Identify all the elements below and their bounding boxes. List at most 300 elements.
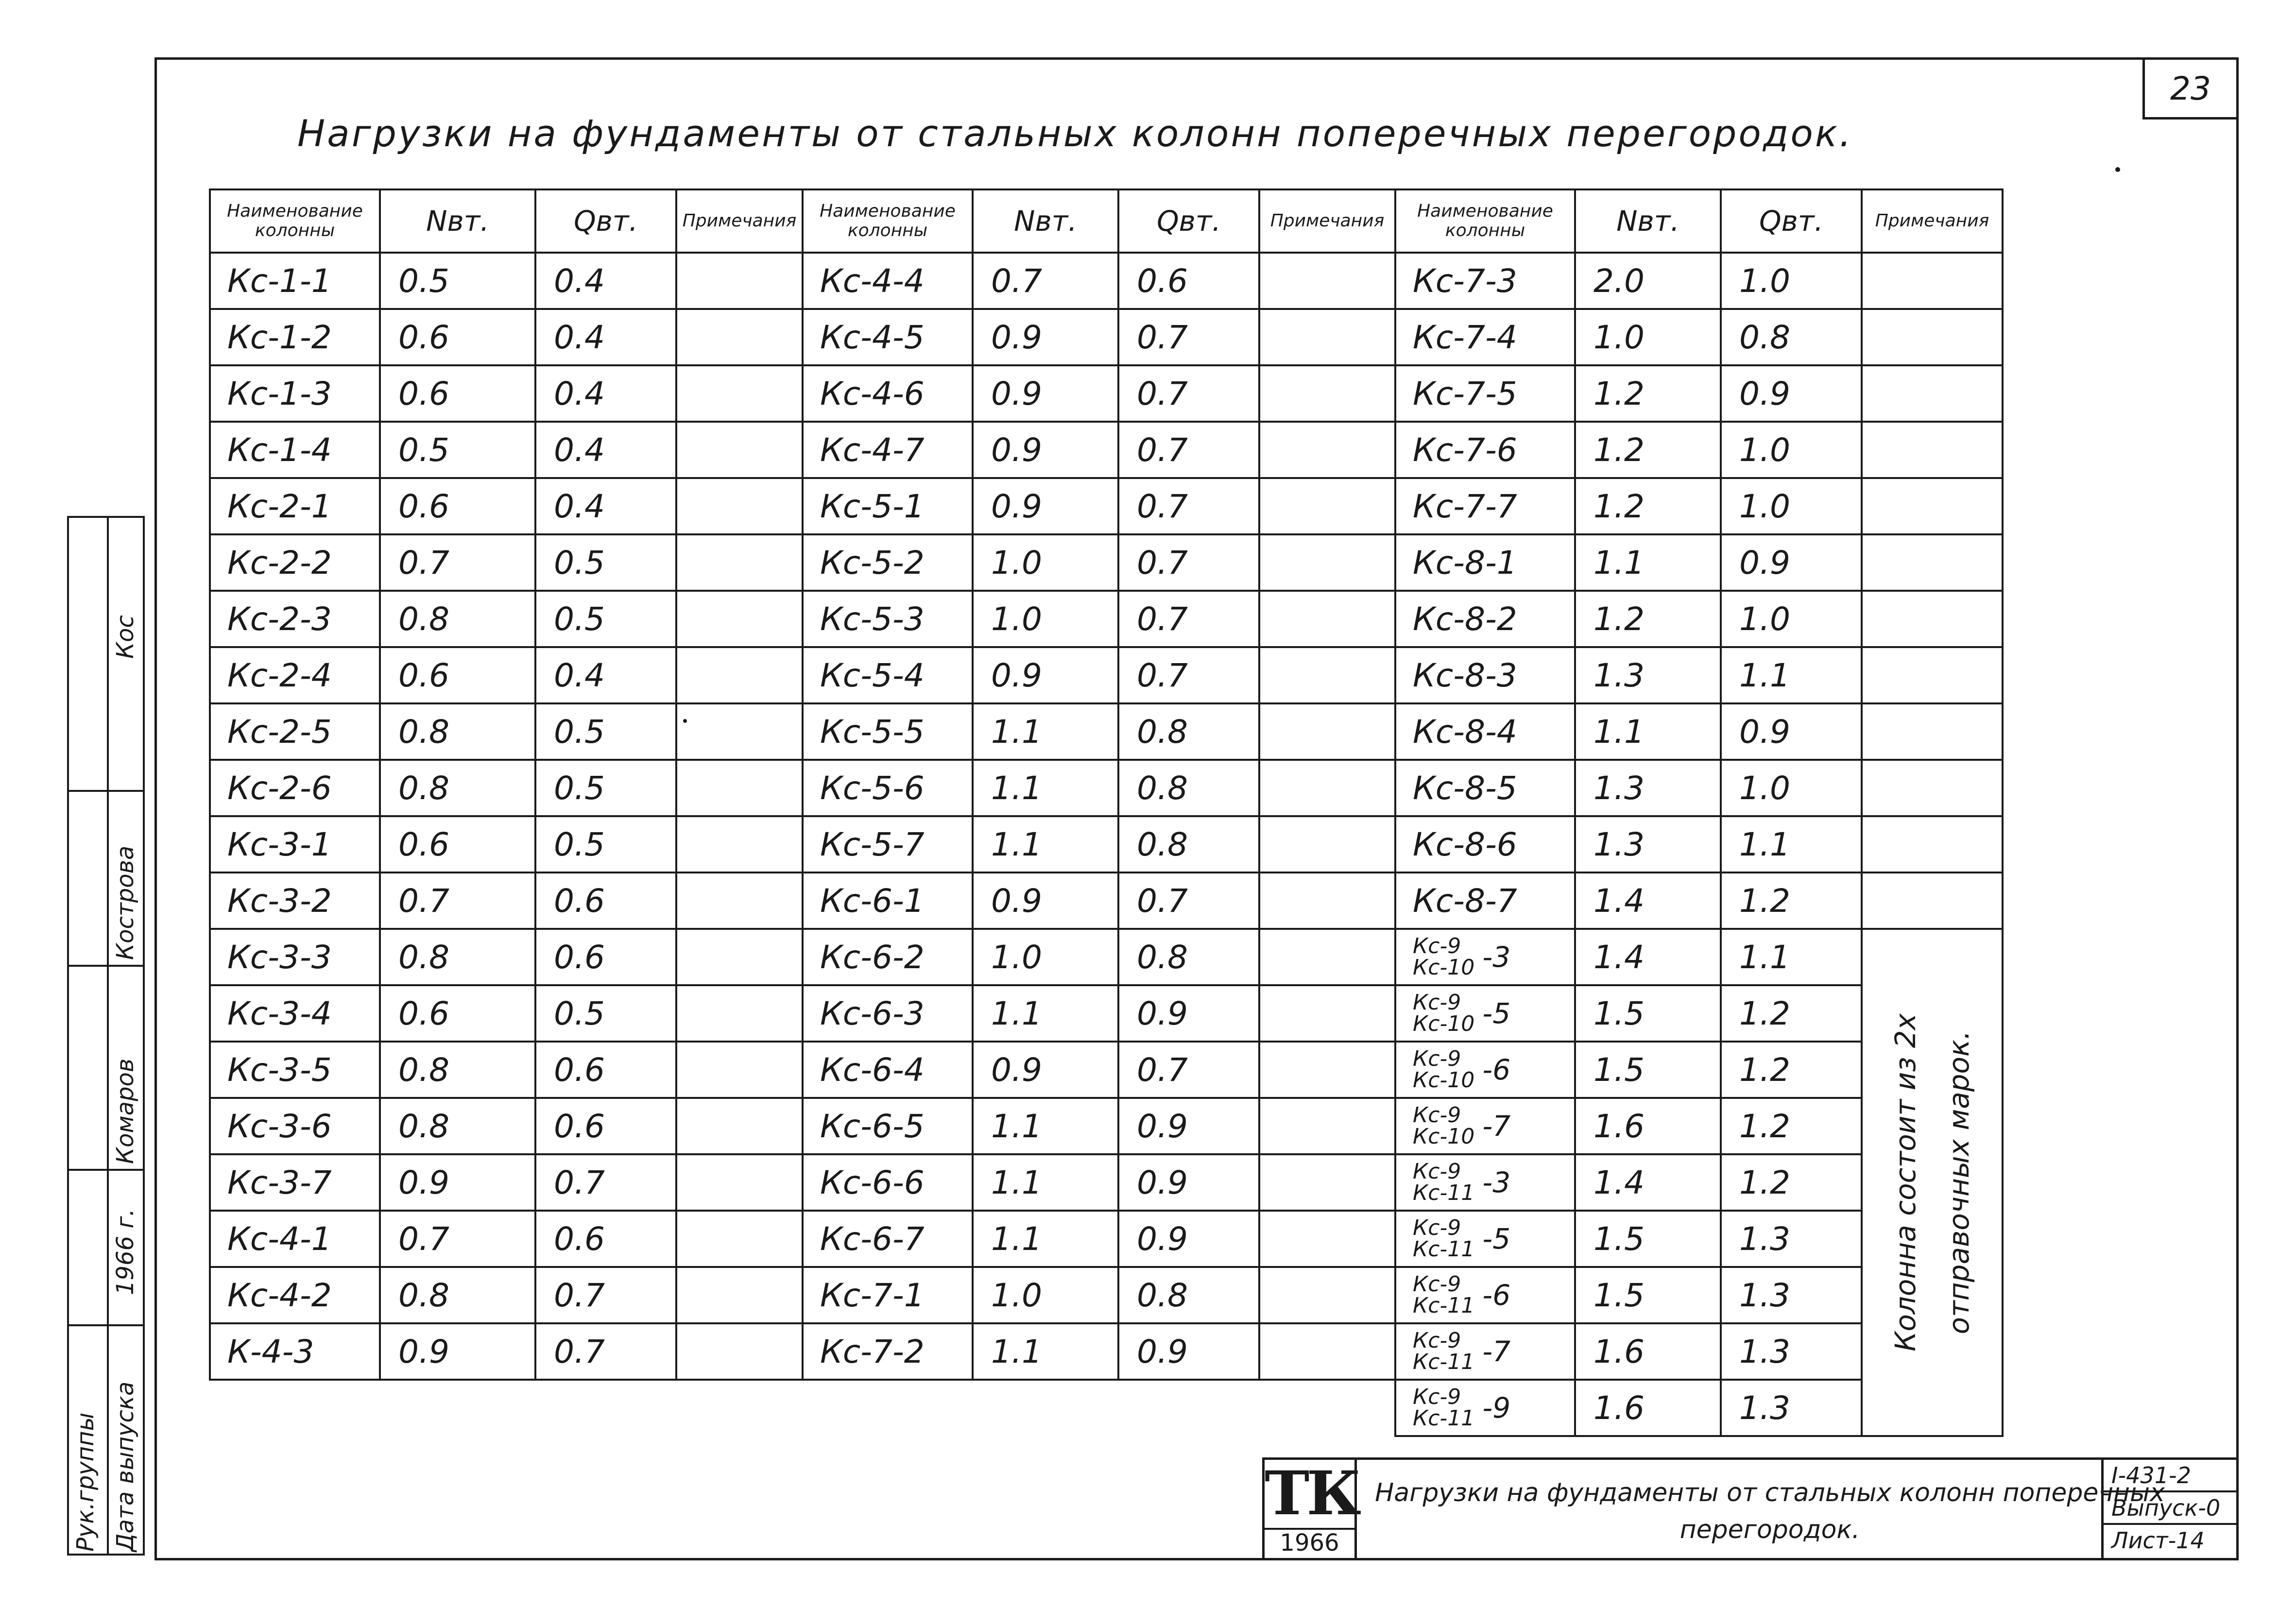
column-name: Кс-5-5 — [803, 703, 973, 760]
composite-top: Кс-9 — [1413, 1328, 1461, 1353]
note-cell — [676, 365, 803, 422]
table-row — [210, 478, 803, 534]
value-n: 0.9 — [973, 365, 1118, 422]
sheet-number: Лист-14 — [2111, 1527, 2205, 1554]
doc-code: I-431-2 — [2104, 1460, 2236, 1492]
table-row — [210, 365, 803, 422]
table-row — [1395, 816, 2003, 872]
column-name: Кс-2-3 — [210, 591, 380, 647]
table-row — [803, 1211, 1395, 1267]
table-row — [803, 1042, 1395, 1098]
column-name: Кс-3-2 — [210, 872, 380, 929]
column-name: Кс-7-4 — [1395, 309, 1575, 365]
header-name: Наименование колонны — [210, 189, 380, 253]
value-q: 0.9 — [1118, 985, 1259, 1042]
composite-note-cell — [1862, 929, 2003, 1436]
stamp-date: 1966 г. — [112, 1209, 139, 1295]
table-row — [803, 422, 1395, 478]
value-q: 1.2 — [1721, 1154, 1862, 1211]
column-name: Кс-6-3 — [803, 985, 973, 1042]
loads-table-1 — [209, 188, 804, 1381]
value-n: 1.1 — [1575, 703, 1721, 760]
composite-suffix: -7 — [1482, 1110, 1511, 1143]
table-row — [803, 1267, 1395, 1323]
composite-column-name — [1395, 1042, 1575, 1098]
composite-suffix: -7 — [1482, 1335, 1511, 1368]
value-q: 0.8 — [1118, 816, 1259, 872]
composite-bottom: Кс-10 — [1413, 1124, 1475, 1149]
value-q: 0.5 — [535, 703, 676, 760]
column-name: Кс-2-6 — [210, 760, 380, 816]
value-n: 1.2 — [1575, 422, 1721, 478]
column-name: Кс-7-6 — [1395, 422, 1575, 478]
stamp-role-2: Дата выпуска — [112, 1381, 139, 1552]
value-q: 1.0 — [1721, 591, 1862, 647]
composite-column-name — [1395, 1211, 1575, 1267]
header-note: Примечания — [676, 189, 803, 253]
table-row — [803, 591, 1395, 647]
value-n: 1.1 — [1575, 534, 1721, 591]
composite-bottom: Кс-10 — [1413, 1068, 1475, 1093]
value-n: 1.6 — [1575, 1323, 1721, 1380]
composite-bottom: Кс-10 — [1413, 955, 1475, 980]
loads-table-2 — [802, 188, 1396, 1381]
composite-bottom: Кс-11 — [1413, 1180, 1475, 1205]
column-name: Кс-5-7 — [803, 816, 973, 872]
header-q: Qвт. — [1118, 189, 1259, 253]
column-name: Кс-1-1 — [210, 253, 380, 309]
value-q: 1.0 — [1721, 253, 1862, 309]
note-cell — [1259, 647, 1395, 703]
column-name: Кс-2-4 — [210, 647, 380, 703]
value-n: 0.8 — [380, 591, 535, 647]
table-row — [1395, 872, 2003, 929]
value-q: 0.4 — [535, 253, 676, 309]
composite-column-name — [1395, 985, 1575, 1042]
value-n: 0.9 — [973, 1042, 1118, 1098]
title-block — [1262, 1457, 2239, 1560]
value-n: 0.9 — [973, 647, 1118, 703]
value-n: 0.8 — [380, 760, 535, 816]
table-row — [1395, 422, 2003, 478]
value-q: 0.9 — [1721, 365, 1862, 422]
value-q: 0.5 — [535, 760, 676, 816]
table-row — [803, 1098, 1395, 1154]
column-name: Кс-7-1 — [803, 1267, 973, 1323]
table-row — [210, 872, 803, 929]
note-cell — [1862, 309, 2003, 365]
value-n: 1.0 — [973, 534, 1118, 591]
value-q: 0.5 — [535, 591, 676, 647]
value-q: 0.7 — [535, 1154, 676, 1211]
table-row — [803, 1154, 1395, 1211]
table-row — [1395, 534, 2003, 591]
composite-suffix: -3 — [1482, 941, 1511, 974]
value-n: 1.5 — [1575, 1211, 1721, 1267]
note-cell — [1862, 647, 2003, 703]
table-row — [210, 816, 803, 872]
composite-bottom: Кс-11 — [1413, 1350, 1475, 1374]
value-n: 0.7 — [380, 872, 535, 929]
note-cell — [1259, 1154, 1395, 1211]
note-cell — [1259, 253, 1395, 309]
mark-dot — [2115, 167, 2120, 172]
note-cell — [1259, 309, 1395, 365]
value-q: 0.4 — [535, 365, 676, 422]
value-n: 0.6 — [380, 478, 535, 534]
note-cell — [1862, 760, 2003, 816]
note-cell — [1259, 365, 1395, 422]
value-q: 0.7 — [1118, 478, 1259, 534]
composite-note — [1879, 1013, 1986, 1351]
table-row — [1395, 703, 2003, 760]
value-n: 0.8 — [380, 1042, 535, 1098]
page-number: 23 — [2142, 57, 2239, 120]
column-name: Кс-2-2 — [210, 534, 380, 591]
note-cell — [676, 816, 803, 872]
composite-suffix: -6 — [1482, 1053, 1511, 1086]
note-cell — [1259, 534, 1395, 591]
value-q: 1.0 — [1721, 422, 1862, 478]
composite-top: Кс-9 — [1413, 990, 1461, 1015]
value-n: 1.3 — [1575, 816, 1721, 872]
column-name: Кс-8-7 — [1395, 872, 1575, 929]
value-n: 0.9 — [973, 872, 1118, 929]
table-row — [210, 703, 803, 760]
composite-top: Кс-9 — [1413, 1103, 1461, 1128]
composite-top: Кс-9 — [1413, 1215, 1461, 1240]
note-cell — [676, 647, 803, 703]
composite-column-name — [1395, 1267, 1575, 1323]
column-name: Кс-7-7 — [1395, 478, 1575, 534]
table-row — [210, 1211, 803, 1267]
value-q: 0.7 — [1118, 422, 1259, 478]
value-q: 0.5 — [535, 534, 676, 591]
value-q: 0.6 — [535, 1098, 676, 1154]
note-cell — [1259, 1042, 1395, 1098]
column-name: Кс-8-3 — [1395, 647, 1575, 703]
value-q: 0.7 — [1118, 309, 1259, 365]
note-cell — [1259, 929, 1395, 985]
title-block-title: Нагрузки на фундаменты от стальных колонн поперечных перегородок. — [1375, 1478, 2165, 1544]
table-row — [803, 703, 1395, 760]
value-n: 0.8 — [380, 1267, 535, 1323]
note-cell — [1862, 591, 2003, 647]
stamp-divider — [69, 1324, 143, 1326]
column-name: Кс-3-3 — [210, 929, 380, 985]
value-q: 0.5 — [535, 816, 676, 872]
composite-top: Кс-9 — [1413, 1385, 1461, 1409]
value-q: 0.7 — [1118, 534, 1259, 591]
value-q: 0.9 — [1721, 703, 1862, 760]
table-row — [210, 1042, 803, 1098]
value-q: 1.3 — [1721, 1323, 1862, 1380]
value-n: 1.4 — [1575, 1154, 1721, 1211]
note-cell — [676, 1042, 803, 1098]
composite-suffix: -3 — [1482, 1166, 1511, 1199]
table-row — [210, 309, 803, 365]
note-cell — [1862, 872, 2003, 929]
value-q: 1.2 — [1721, 1042, 1862, 1098]
table-row — [1395, 365, 2003, 422]
composite-suffix: -9 — [1482, 1391, 1511, 1424]
note-cell — [1862, 816, 2003, 872]
value-n: 1.0 — [1575, 309, 1721, 365]
value-q: 0.6 — [535, 1211, 676, 1267]
value-q: 0.9 — [1118, 1098, 1259, 1154]
value-n: 0.7 — [973, 253, 1118, 309]
column-name: Кс-4-6 — [803, 365, 973, 422]
note-cell — [1259, 1098, 1395, 1154]
value-q: 0.6 — [535, 929, 676, 985]
value-n: 0.9 — [380, 1154, 535, 1211]
table-row — [803, 985, 1395, 1042]
value-q: 0.4 — [535, 309, 676, 365]
table-row — [210, 591, 803, 647]
value-q: 0.8 — [1118, 929, 1259, 985]
note-cell — [676, 985, 803, 1042]
column-name: Кс-4-5 — [803, 309, 973, 365]
header-name: Наименование колонны — [1395, 189, 1575, 253]
table-row — [210, 1267, 803, 1323]
composite-bottom: Кс-11 — [1413, 1237, 1475, 1262]
column-name: К-4-3 — [210, 1323, 380, 1380]
value-q: 1.1 — [1721, 816, 1862, 872]
value-q: 0.4 — [535, 478, 676, 534]
table-row — [803, 647, 1395, 703]
table-row — [803, 253, 1395, 309]
composite-top: Кс-9 — [1413, 934, 1461, 958]
value-n: 0.7 — [380, 534, 535, 591]
value-n: 0.9 — [973, 309, 1118, 365]
composite-suffix: -5 — [1482, 1222, 1511, 1255]
header-note: Примечания — [1259, 189, 1395, 253]
column-name: Кс-3-6 — [210, 1098, 380, 1154]
column-name: Кс-8-5 — [1395, 760, 1575, 816]
value-n: 0.6 — [380, 985, 535, 1042]
stamp-divider — [107, 518, 109, 1554]
value-q: 0.9 — [1118, 1211, 1259, 1267]
value-q: 1.3 — [1721, 1380, 1862, 1436]
note-cell — [1862, 534, 2003, 591]
stamp-role-1: Рук.группы — [72, 1412, 99, 1552]
logo-year: 1966 — [1265, 1528, 1354, 1556]
value-n: 2.0 — [1575, 253, 1721, 309]
column-name: Кс-4-2 — [210, 1267, 380, 1323]
note-cell — [1862, 478, 2003, 534]
note-cell — [1259, 816, 1395, 872]
value-n: 1.6 — [1575, 1098, 1721, 1154]
table-row — [1395, 309, 2003, 365]
composite-column-name — [1395, 929, 1575, 985]
column-name: Кс-7-3 — [1395, 253, 1575, 309]
note-cell — [1259, 703, 1395, 760]
header-row — [210, 189, 803, 253]
composite-bottom: Кс-11 — [1413, 1293, 1475, 1318]
table-row — [803, 365, 1395, 422]
value-q: 0.9 — [1118, 1323, 1259, 1380]
value-n: 1.5 — [1575, 985, 1721, 1042]
value-n: 1.2 — [1575, 591, 1721, 647]
value-n: 0.6 — [380, 309, 535, 365]
note-cell — [676, 309, 803, 365]
composite-bottom: Кс-11 — [1413, 1406, 1475, 1431]
value-n: 1.2 — [1575, 365, 1721, 422]
note-cell — [676, 929, 803, 985]
column-name: Кс-2-5 — [210, 703, 380, 760]
table-row — [1395, 253, 2003, 309]
value-q: 1.2 — [1721, 1098, 1862, 1154]
column-name: Кс-6-6 — [803, 1154, 973, 1211]
value-q: 0.8 — [1118, 1267, 1259, 1323]
column-name: Кс-5-3 — [803, 591, 973, 647]
table-row — [210, 985, 803, 1042]
logo-text: ТК — [1265, 1458, 1359, 1529]
page-title: Нагрузки на фундаменты от стальных колонн поперечных перегородок. — [297, 112, 1853, 155]
value-n: 1.4 — [1575, 929, 1721, 985]
value-n: 0.8 — [380, 929, 535, 985]
table-row — [803, 309, 1395, 365]
value-n: 1.3 — [1575, 760, 1721, 816]
value-n: 0.5 — [380, 422, 535, 478]
column-name: Кс-1-4 — [210, 422, 380, 478]
note-cell — [676, 1211, 803, 1267]
value-q: 1.2 — [1721, 872, 1862, 929]
note-cell — [676, 1098, 803, 1154]
value-n: 1.0 — [973, 929, 1118, 985]
value-q: 0.6 — [1118, 253, 1259, 309]
note-cell — [1259, 1211, 1395, 1267]
table-row — [803, 478, 1395, 534]
value-n: 0.9 — [380, 1323, 535, 1380]
note-cell — [1862, 365, 2003, 422]
value-n: 0.6 — [380, 816, 535, 872]
value-q: 0.4 — [535, 647, 676, 703]
publisher-logo — [1265, 1460, 1357, 1558]
column-name: Кс-3-5 — [210, 1042, 380, 1098]
header-n: Nвт. — [380, 189, 535, 253]
loads-table-3 — [1394, 188, 2004, 1437]
composite-bottom: Кс-10 — [1413, 1011, 1475, 1036]
column-name: Кс-3-1 — [210, 816, 380, 872]
table-row — [1395, 591, 2003, 647]
column-name: Кс-5-2 — [803, 534, 973, 591]
column-name: Кс-4-4 — [803, 253, 973, 309]
note-cell — [1259, 478, 1395, 534]
value-q: 0.8 — [1118, 760, 1259, 816]
table-row — [210, 1323, 803, 1380]
composite-column-name — [1395, 1323, 1575, 1380]
column-name: Кс-6-1 — [803, 872, 973, 929]
column-name: Кс-5-1 — [803, 478, 973, 534]
composite-suffix: -5 — [1482, 997, 1511, 1030]
column-name: Кс-1-3 — [210, 365, 380, 422]
value-q: 0.7 — [1118, 1042, 1259, 1098]
value-n: 0.5 — [380, 253, 535, 309]
note-cell — [676, 760, 803, 816]
composite-column-name — [1395, 1380, 1575, 1436]
value-n: 1.1 — [973, 760, 1118, 816]
column-name: Кс-8-4 — [1395, 703, 1575, 760]
value-q: 0.4 — [535, 422, 676, 478]
column-name: Кс-6-7 — [803, 1211, 973, 1267]
table-row — [210, 253, 803, 309]
header-name: Наименование колонны — [803, 189, 973, 253]
stamp-divider — [69, 1169, 143, 1171]
table-row — [803, 534, 1395, 591]
table-row — [1395, 478, 2003, 534]
note-cell — [1259, 985, 1395, 1042]
value-n: 1.1 — [973, 1154, 1118, 1211]
column-name: Кс-7-2 — [803, 1323, 973, 1380]
table-row — [803, 816, 1395, 872]
value-q: 0.6 — [535, 872, 676, 929]
column-name: Кс-8-6 — [1395, 816, 1575, 872]
value-n: 1.1 — [973, 816, 1118, 872]
header-row — [803, 189, 1395, 253]
column-name: Кс-5-4 — [803, 647, 973, 703]
column-name: Кс-4-1 — [210, 1211, 380, 1267]
value-q: 1.0 — [1721, 478, 1862, 534]
column-name: Кс-7-5 — [1395, 365, 1575, 422]
value-q: 1.3 — [1721, 1267, 1862, 1323]
value-q: 0.6 — [535, 1042, 676, 1098]
table-row — [210, 929, 803, 985]
note-cell — [676, 422, 803, 478]
composite-top: Кс-9 — [1413, 1046, 1461, 1071]
value-q: 0.9 — [1721, 534, 1862, 591]
value-q: 0.8 — [1118, 703, 1259, 760]
value-q: 1.1 — [1721, 929, 1862, 985]
value-n: 1.6 — [1575, 1380, 1721, 1436]
note-cell — [1259, 422, 1395, 478]
value-q: 0.5 — [535, 985, 676, 1042]
composite-note-line-1: Колонна состоит из 2х — [1889, 1013, 1922, 1351]
composite-column-name — [1395, 1154, 1575, 1211]
table-row — [1395, 929, 2003, 985]
note-cell — [676, 591, 803, 647]
composite-note-line-2: отправочных марок. — [1942, 1030, 1975, 1334]
value-n: 0.6 — [380, 365, 535, 422]
value-q: 1.1 — [1721, 647, 1862, 703]
column-name: Кс-6-4 — [803, 1042, 973, 1098]
value-n: 1.0 — [973, 1267, 1118, 1323]
note-cell — [1862, 422, 2003, 478]
side-stamp — [67, 516, 145, 1556]
table-row — [803, 1323, 1395, 1380]
column-name: Кс-4-7 — [803, 422, 973, 478]
note-cell — [676, 703, 803, 760]
title-block-codes — [2101, 1460, 2236, 1558]
composite-suffix: -6 — [1482, 1279, 1511, 1312]
note-cell — [676, 253, 803, 309]
value-q: 0.7 — [1118, 872, 1259, 929]
value-q: 0.8 — [1721, 309, 1862, 365]
note-cell — [1259, 760, 1395, 816]
header-n: Nвт. — [1575, 189, 1721, 253]
column-name: Кс-2-1 — [210, 478, 380, 534]
column-name: Кс-1-2 — [210, 309, 380, 365]
note-cell — [1259, 1267, 1395, 1323]
header-q: Qвт. — [1721, 189, 1862, 253]
value-n: 0.8 — [380, 703, 535, 760]
header-q: Qвт. — [535, 189, 676, 253]
value-q: 0.7 — [535, 1323, 676, 1380]
value-q: 1.2 — [1721, 985, 1862, 1042]
column-name: Кс-6-5 — [803, 1098, 973, 1154]
stamp-name-1: Комаров — [112, 1058, 139, 1164]
value-n: 1.1 — [973, 1098, 1118, 1154]
